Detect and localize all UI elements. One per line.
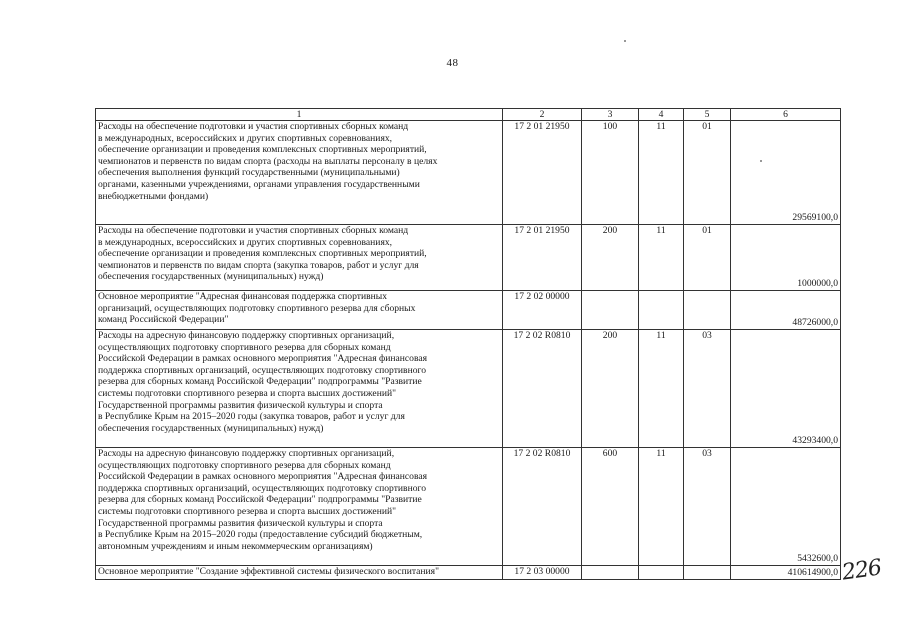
row-subsection: 03	[684, 448, 731, 566]
row-budget-code: 17 2 01 21950	[503, 225, 582, 291]
row-section: 11	[639, 448, 684, 566]
row-section: 11	[639, 121, 684, 225]
row-amount: 29569100,0	[731, 121, 841, 225]
row-description: Основное мероприятие "Создание эффективной системы физического воспитания"	[96, 566, 503, 580]
row-expense-type	[582, 566, 639, 580]
scan-speck	[624, 40, 626, 42]
row-subsection	[684, 566, 731, 580]
row-description: Расходы на обеспечение подготовки и участия спортивных сборных команд в международных, всероссийских и других спортивных соревнованиях, обеспечение организации и проведения комплексных спортивных мероприятий, чемпионатов и первенств по видам спорта (расходы на выплаты персоналу в целях обеспечения выполнения функций государственными (муниципальными) органами, казенными учреждениями, органами управления государственными внебюджетными фондами)	[96, 121, 503, 225]
row-expense-type: 600	[582, 448, 639, 566]
row-expense-type: 100	[582, 121, 639, 225]
handwritten-page-note: 226	[840, 555, 883, 586]
table-row	[96, 121, 841, 225]
budget-table	[95, 108, 841, 580]
row-expense-type	[582, 291, 639, 330]
row-amount: 410614900,0	[731, 566, 841, 580]
table-header-row	[96, 109, 841, 121]
table-row	[96, 225, 841, 291]
row-expense-type: 200	[582, 330, 639, 448]
row-description: Основное мероприятие "Адресная финансовая поддержка спортивных организаций, осуществляющих подготовку спортивного резерва для сборных команд Российской Федерации"	[96, 291, 503, 330]
row-budget-code: 17 2 02 R0810	[503, 330, 582, 448]
row-description: Расходы на адресную финансовую поддержку спортивных организаций, осуществляющих подготовку спортивного резерва для сборных команд Российской Федерации в рамках основного мероприятия "Адресная финансовая поддержка спортивных организаций, осуществляющих подготовку спортивного резерва для сборных команд Российской Федерации" подпрограммы "Развитие системы подготовки спортивного резерва и спорта высших достижений" Государственной программы развития физической культуры и спорта в Республике Крым на 2015–2020 годы (предоставление субсидий бюджетным, автономным учреждениям и иным некоммерческим организациям)	[96, 448, 503, 566]
header-cell-6: 6	[731, 109, 841, 121]
row-subsection: 03	[684, 330, 731, 448]
row-subsection: 01	[684, 121, 731, 225]
header-cell-2: 2	[503, 109, 582, 121]
row-amount: 43293400,0	[731, 330, 841, 448]
row-section	[639, 291, 684, 330]
row-amount: 1000000,0	[731, 225, 841, 291]
table-row	[96, 291, 841, 330]
header-cell-1: 1	[96, 109, 503, 121]
row-subsection	[684, 291, 731, 330]
page-number: 48	[446, 57, 459, 69]
table-row	[96, 566, 841, 580]
row-section: 11	[639, 330, 684, 448]
row-budget-code: 17 2 02 00000	[503, 291, 582, 330]
table-row	[96, 448, 841, 566]
row-budget-code: 17 2 02 R0810	[503, 448, 582, 566]
row-section	[639, 566, 684, 580]
row-budget-code: 17 2 01 21950	[503, 121, 582, 225]
row-section: 11	[639, 225, 684, 291]
header-cell-5: 5	[684, 109, 731, 121]
row-amount: 5432600,0	[731, 448, 841, 566]
row-amount: 48726000,0	[731, 291, 841, 330]
row-description: Расходы на обеспечение подготовки и участия спортивных сборных команд в международных, всероссийских и других спортивных соревнованиях, обеспечение организации и проведения комплексных спортивных мероприятий, чемпионатов и первенств по видам спорта (закупка товаров, работ и услуг для обеспечения государственных (муниципальных) нужд)	[96, 225, 503, 291]
row-subsection: 01	[684, 225, 731, 291]
row-expense-type: 200	[582, 225, 639, 291]
header-cell-3: 3	[582, 109, 639, 121]
scan-speck	[760, 160, 762, 162]
row-budget-code: 17 2 03 00000	[503, 566, 582, 580]
header-cell-4: 4	[639, 109, 684, 121]
row-description: Расходы на адресную финансовую поддержку спортивных организаций, осуществляющих подготовку спортивного резерва для сборных команд Российской Федерации в рамках основного мероприятия "Адресная финансовая поддержка спортивных организаций, осуществляющих подготовку спортивного резерва для сборных команд Российской Федерации" подпрограммы "Развитие системы подготовки спортивного резерва и спорта высших достижений" Государственной программы развития физической культуры и спорта в Республике Крым на 2015–2020 годы (закупка товаров, работ и услуг для обеспечения государственных (муниципальных) нужд)	[96, 330, 503, 448]
table-row	[96, 330, 841, 448]
